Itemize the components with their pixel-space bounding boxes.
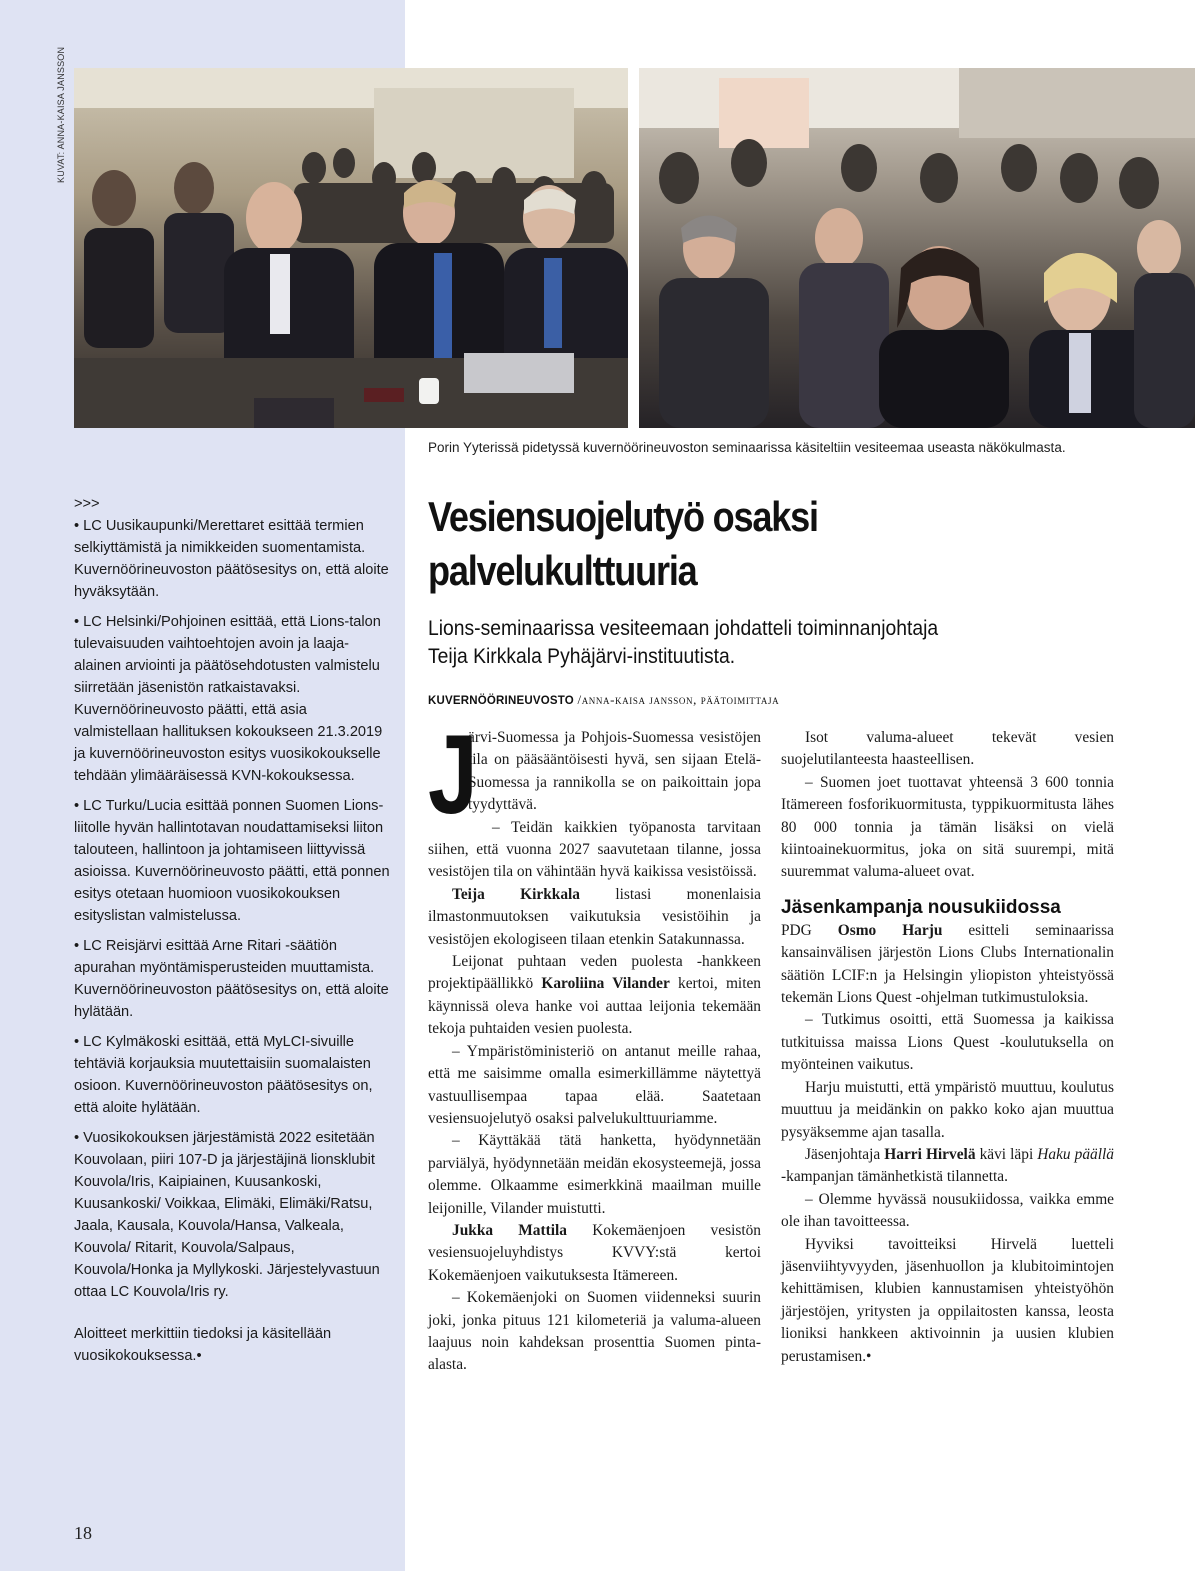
sidebar-bullet-2: • LC Helsinki/Pohjoinen esittää, että Lions-talon tulevaisuuden vaihtoehtojen avoin ja laaja-alainen arviointi ja päätösehdotusten valmistelu siirretään jäsenistön ratkaistavaksi. Kuvernöörineuvosto päätti, että asia valmistellaan hallituksen kokoukseen 21.3.2019 ja kuvernöörineuvoston esitys vuosikokoukselle tehdään ylimääräisessä KVN-kokouksessa.: [74, 614, 383, 784]
paragraph-text: kertoi, miten käynnissä oleva hanke voi auttaa leijonia tekemään tekoja puhtaiden vesien puolesta.: [428, 975, 761, 1038]
person-name: Jukka Mattila: [452, 1221, 567, 1239]
paragraph-text: listasi monenlaisia ilmastonmuutoksen vaikutuksia vesistöihin ja vesistöjen ekologiseen tilaan etenkin Satakunnassa.: [428, 885, 761, 948]
paragraph-text: -kampanjan tämänhetkistä tilannetta.: [781, 1168, 1008, 1186]
drop-cap: J: [428, 712, 478, 837]
article-headline: Vesiensuojelutyö osaksi palvelukulttuuria: [428, 493, 818, 594]
article-paragraph: Hyviksi tavoitteiksi Hirvelä luetteli jäsenviihtyvyyden, jäsenhuollon ja klubitoimintojen kehittämisen, klubien kannustamisen yhteistyöhön järjestöjen, yritysten ja oppilaitosten kanssa, leosta lioniksi hankkeen aktivoinnin ja uusien klubien perustamisen.•: [781, 1235, 1114, 1365]
article-paragraph: – Suomen joet tuottavat yhteensä 3 600 tonnia Itämereen fosforikuormitusta, typpikuormitusta lähes 80 000 tonnia ja tämän lisäksi on vielä kiintoainekuormitus, joka on sitä suurempi, mitä suuremmat valuma-alueet ovat.: [781, 773, 1114, 881]
article-column-2: [781, 727, 1114, 1368]
article-paragraph: [428, 884, 761, 951]
article-paragraph: – Tutkimus osoitti, että Suomessa ja kaikissa tutkituissa maissa Lions Quest -koulutuksella on myönteinen vaikutus.: [781, 1011, 1114, 1074]
byline-author: /anna-kaisa jansson, päätoimittaja: [577, 692, 780, 707]
byline: [428, 692, 779, 708]
sidebar-text: [74, 493, 394, 1375]
photo-caption: Porin Yyterissä pidetyssä kuvernöörineuvoston seminaarissa käsiteltiin vesiteemaa useasta näkökulmasta.: [428, 440, 1066, 455]
article-paragraph: [781, 1144, 1114, 1189]
photo-credit-text: KUVAT: ANNA-KAISA JANSSON: [56, 46, 66, 183]
paragraph-text: Kokemäenjoen vesistön vesiensuojeluyhdistys KVVY:stä kertoi Kokemäenjoen vaikutuksesta Itämereen.: [428, 1221, 762, 1284]
byline-section: KUVERNÖÖRINEUVOSTO: [428, 695, 574, 707]
sidebar-bullet-1: • LC Uusikaupunki/Merettaret esittää termien selkiyttämistä ja nimikkeiden suomentamista. Kuvernöörineuvoston päätösesitys on, että aloite hyväksytään.: [74, 518, 389, 600]
page-number: 18: [74, 1523, 92, 1543]
article-paragraph: – Olemme hyvässä nousukiidossa, vaikka emme ole ihan tavoitteessa.: [781, 1190, 1114, 1231]
sidebar-bullet-4: • LC Reisjärvi esittää Arne Ritari -säätiön apurahan myöntämisperusteiden muuttamista. Kuvernöörineuvoston päätösesitys on, että aloite hylätään.: [74, 938, 389, 1020]
article-column-1: [428, 712, 762, 1377]
article-paragraph: – Kokemäenjoki on Suomen viidenneksi suurin joki, jonka pituus 121 kilometeriä ja valuma-alueen laajuus noin kahdeksan prosenttia Suomen pinta-alasta.: [428, 1289, 761, 1374]
person-name: Karoliina Vilander: [541, 975, 670, 993]
photo-left: [74, 68, 628, 428]
paragraph-text: Leijonat puhtaan veden puolesta -hankkeen projektipäällikkö: [428, 953, 761, 993]
sidebar-bullet-3: • LC Turku/Lucia esittää ponnen Suomen Lions-liitolle hyvän hallintotavan noudattamiseksi liiton talouteen, hallintoon ja johtamiseen liittyvissä asioissa. Kuvernöörineuvosto päätti, että ponnen esitys otetaan huomioon vuosikokouksen esityslistan valmistelussa.: [74, 798, 390, 924]
article-paragraph: [781, 920, 1114, 1010]
article-paragraph: [428, 951, 761, 1041]
article-paragraph: – Käyttäkää tätä hanketta, hyödynnetään parviälyä, hyödynnetään meidän ekosysteemejä, jossa olemme. Olkaamme esimerkkinä maailman muille leijonille, Vilander muistutti.: [428, 1132, 761, 1217]
continued-marker: >>>: [74, 496, 100, 512]
paragraph-text: ärvi-Suomessa ja Pohjois-Suomessa vesistöjen tila on pääsääntöisesti hyvä, sen sijaan Etelä-Suomessa ja rannikolla se on paikoittain jopa tyydyttävä.: [468, 729, 761, 814]
article-paragraph: – Ympäristöministeriö on antanut meille rahaa, että me saisimme omalla esimerkillämme näytettyä vastuullisempaa tapaa elää. Saatetaan vesiensuojelutyö osaksi palvelukulttuuriamme.: [428, 1042, 761, 1127]
article-paragraph: [428, 1220, 761, 1287]
paragraph-text: PDG: [781, 921, 838, 939]
photo-right: [639, 68, 1195, 428]
campaign-name: Haku päällä: [1037, 1145, 1115, 1163]
article-paragraph: Isot valuma-alueet tekevät vesien suojelutilanteesta haasteellisen.: [781, 729, 1114, 769]
photo-credit: [56, 46, 70, 183]
person-name: Harri Hirvelä: [884, 1145, 976, 1163]
article-paragraph: [428, 712, 761, 837]
paragraph-text: Jäsenjohtaja: [805, 1145, 885, 1163]
article-subhead: Lions-seminaarissa vesiteemaan johdatteli toiminnanjohtaja Teija Kirkkala Pyhäjärvi-instituutista.: [428, 617, 939, 668]
sidebar-closing: Aloitteet merkittiin tiedoksi ja käsitellään vuosikokouksessa.•: [74, 1326, 332, 1364]
paragraph-text: esitteli seminaarissa kansainvälisen järjestön Lions Clubs Internationalin säätiön LCIF:n ja Helsingin yliopiston yhteistyössä tekemän Lions Quest -ohjelman tutkimustuloksia.: [781, 921, 1114, 1007]
person-name: Teija Kirkkala: [452, 885, 580, 903]
person-name: Osmo Harju: [837, 921, 943, 939]
article-paragraph: Harju muistutti, että ympäristö muuttuu, koulutus muuttuu ja meidänkin on pakko koko ajan muuttua pysyäksemme ajan tasalla.: [781, 1078, 1114, 1141]
photo-right-image: [639, 68, 1195, 428]
sidebar-bullet-6: • Vuosikokouksen järjestämistä 2022 esitetään Kouvolaan, piiri 107-D ja järjestäjinä lionsklubit Kouvola/Iris, Kaipiainen, Kuusankoski, Kuusankoski/ Voikkaa, Elimäki, Elimäki/Ratsu, Jaala, Kausala, Kouvola/Hansa, Valkeala, Kouvola/ Ritarit, Kouvola/Salpaus, Kouvola/Honka ja Myllykoski. Järjestelyvastuun ottaa LC Kouvola/Iris ry.: [74, 1130, 380, 1300]
article-paragraph: – Teidän kaikkien työpanosta tarvitaan siihen, että vuonna 2027 saavutetaan tilanne, jossa vesistöjen tila on vähintään hyvä kaikissa vesistöissä.: [428, 818, 761, 881]
photo-left-image: [74, 68, 628, 428]
article-subheading: Jäsenkampanja nousukiidossa: [781, 896, 1061, 918]
sidebar-bullet-5: • LC Kylmäkoski esittää, että MyLCI-sivuille tehtäviä korjauksia muutettaisiin suomalaisten osioon. Kuvernöörineuvoston päätösesitys on, että aloite hylätään.: [74, 1034, 373, 1116]
paragraph-text: kävi läpi: [975, 1145, 1038, 1163]
